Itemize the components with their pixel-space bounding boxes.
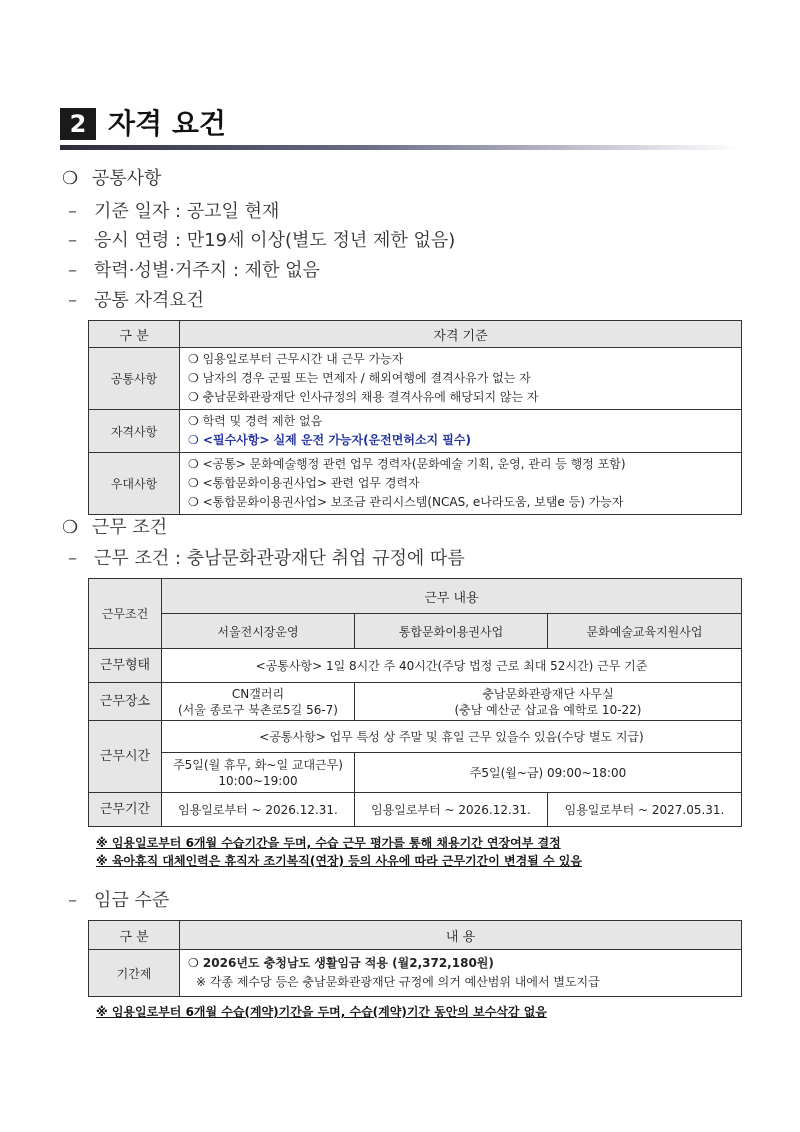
table-cell: 주5일(월 휴무, 화~일 교대근무) 10:00~19:00: [162, 753, 355, 793]
table-row: [89, 950, 742, 997]
list-item: ❍ <통합문화이용권사업> 관련 업무 경력자: [188, 476, 420, 490]
work-note: ※ 육아휴직 대체인력은 휴직자 조기복직(연장) 등의 사유에 따라 근무기간이 변경될 수 있음: [96, 854, 582, 868]
column-header: 통합문화이용권사업: [355, 614, 548, 649]
work-heading: ❍ 근무 조건: [62, 517, 168, 538]
column-header: 문화예술교육지원사업: [548, 614, 742, 649]
dash-icon: –: [68, 260, 77, 281]
table-header: 내 용: [180, 921, 742, 950]
table-cell: <공통사항> 업무 특성 상 주말 및 휴일 근무 있을수 있음(수당 별도 지급): [162, 721, 742, 753]
table-cell: 임용일로부터 ~ 2026.12.31.: [162, 793, 355, 827]
table-cell: 임용일로부터 ~ 2026.12.31.: [355, 793, 548, 827]
table-cell: 주5일(월~금) 09:00~18:00: [355, 753, 742, 793]
list-item-required: ❍ <필수사항> 실제 운전 가능자(운전면허소지 필수): [188, 433, 471, 447]
table-header: 구 분: [89, 321, 180, 348]
table-cell: 임용일로부터 ~ 2027.05.31.: [548, 793, 742, 827]
table-row: [89, 410, 742, 453]
pay-line: – 임금 수준: [68, 890, 170, 911]
work-line: – 근무 조건 : 충남문화관광재단 취업 규정에 따름: [68, 548, 465, 569]
row-label: 근무장소: [89, 683, 162, 721]
dash-icon: –: [68, 890, 77, 911]
table-header: 구 분: [89, 921, 180, 950]
row-items: [180, 453, 742, 515]
table-header: 자격 기준: [180, 321, 742, 348]
pay-note: ※ 임용일로부터 6개월 수습(계약)기간을 두며, 수습(계약)기간 동안의 보수삭감 없음: [96, 1005, 547, 1019]
table-cell: 충남문화관광재단 사무실 (충남 예산군 삽교읍 예학로 10-22): [355, 683, 742, 721]
dash-icon: –: [68, 548, 77, 569]
pay-table: [88, 920, 742, 997]
common-heading: ❍ 공통사항: [62, 168, 162, 189]
qualification-table: [88, 320, 742, 515]
row-items: [180, 950, 742, 997]
table-row: [89, 453, 742, 515]
row-items: [180, 348, 742, 410]
circle-bullet-icon: ❍: [62, 517, 79, 538]
section-title: 자격 요건: [108, 107, 226, 140]
table-cell: CN갤러리 (서울 종로구 북촌로5길 56-7): [162, 683, 355, 721]
dash-icon: –: [68, 201, 77, 222]
section-header: [60, 104, 740, 144]
list-item: ❍ 2026년도 충청남도 생활임금 적용 (월2,372,180원): [188, 956, 494, 970]
table-cell: <공통사항> 1일 8시간 주 40시간(주당 법정 근로 최대 52시간) 근무 기준: [162, 649, 742, 683]
row-category: 공통사항: [89, 348, 180, 410]
common-line-requirements: – 공통 자격요건: [68, 290, 205, 311]
table-row: [89, 721, 742, 753]
circle-bullet-icon: ❍: [62, 168, 79, 189]
section-number: 2: [60, 108, 96, 140]
table-row: [89, 793, 742, 827]
common-line-education: – 학력·성별·거주지 : 제한 없음: [68, 260, 320, 281]
table-row: [89, 683, 742, 721]
list-item: ❍ 학력 및 경력 제한 없음: [188, 414, 323, 428]
table-corner-header: 근무조건: [89, 579, 162, 649]
row-category: 자격사항: [89, 410, 180, 453]
list-item: ❍ 충남문화관광재단 인사규정의 채용 결격사유에 해당되지 않는 자: [188, 390, 539, 404]
work-note: ※ 임용일로부터 6개월 수습기간을 두며, 수습 근무 평가를 통해 채용기간 연장여부 결정: [96, 836, 561, 850]
common-line-date: – 기준 일자 : 공고일 현재: [68, 201, 280, 222]
common-line-age: – 응시 연령 : 만19세 이상(별도 정년 제한 없음): [68, 230, 456, 251]
table-header: 근무 내용: [162, 579, 742, 614]
list-item: ❍ <통합문화이용권사업> 보조금 관리시스템(NCAS, e나라도움, 보탬e 등) 가능자: [188, 495, 624, 509]
work-conditions-table: [88, 578, 742, 827]
row-category: 우대사항: [89, 453, 180, 515]
list-item: ❍ 임용일로부터 근무시간 내 근무 가능자: [188, 352, 404, 366]
table-row: [89, 649, 742, 683]
row-label: 근무시간: [89, 721, 162, 793]
dash-icon: –: [68, 230, 77, 251]
list-item: ※ 각종 제수당 등은 충남문화관광재단 규정에 의거 예산범위 내에서 별도지급: [196, 975, 600, 989]
table-row: [89, 348, 742, 410]
column-header: 서울전시장운영: [162, 614, 355, 649]
section-underline: [60, 145, 740, 150]
row-items: [180, 410, 742, 453]
row-label: 근무기간: [89, 793, 162, 827]
list-item: ❍ <공통> 문화예술행정 관련 업무 경력자(문화예술 기획, 운영, 관리 등 행정 포함): [188, 457, 626, 471]
dash-icon: –: [68, 290, 77, 311]
row-category: 기간제: [89, 950, 180, 997]
table-row: [89, 753, 742, 793]
list-item: ❍ 남자의 경우 군필 또는 면제자 / 해외여행에 결격사유가 없는 자: [188, 371, 531, 385]
row-label: 근무형태: [89, 649, 162, 683]
